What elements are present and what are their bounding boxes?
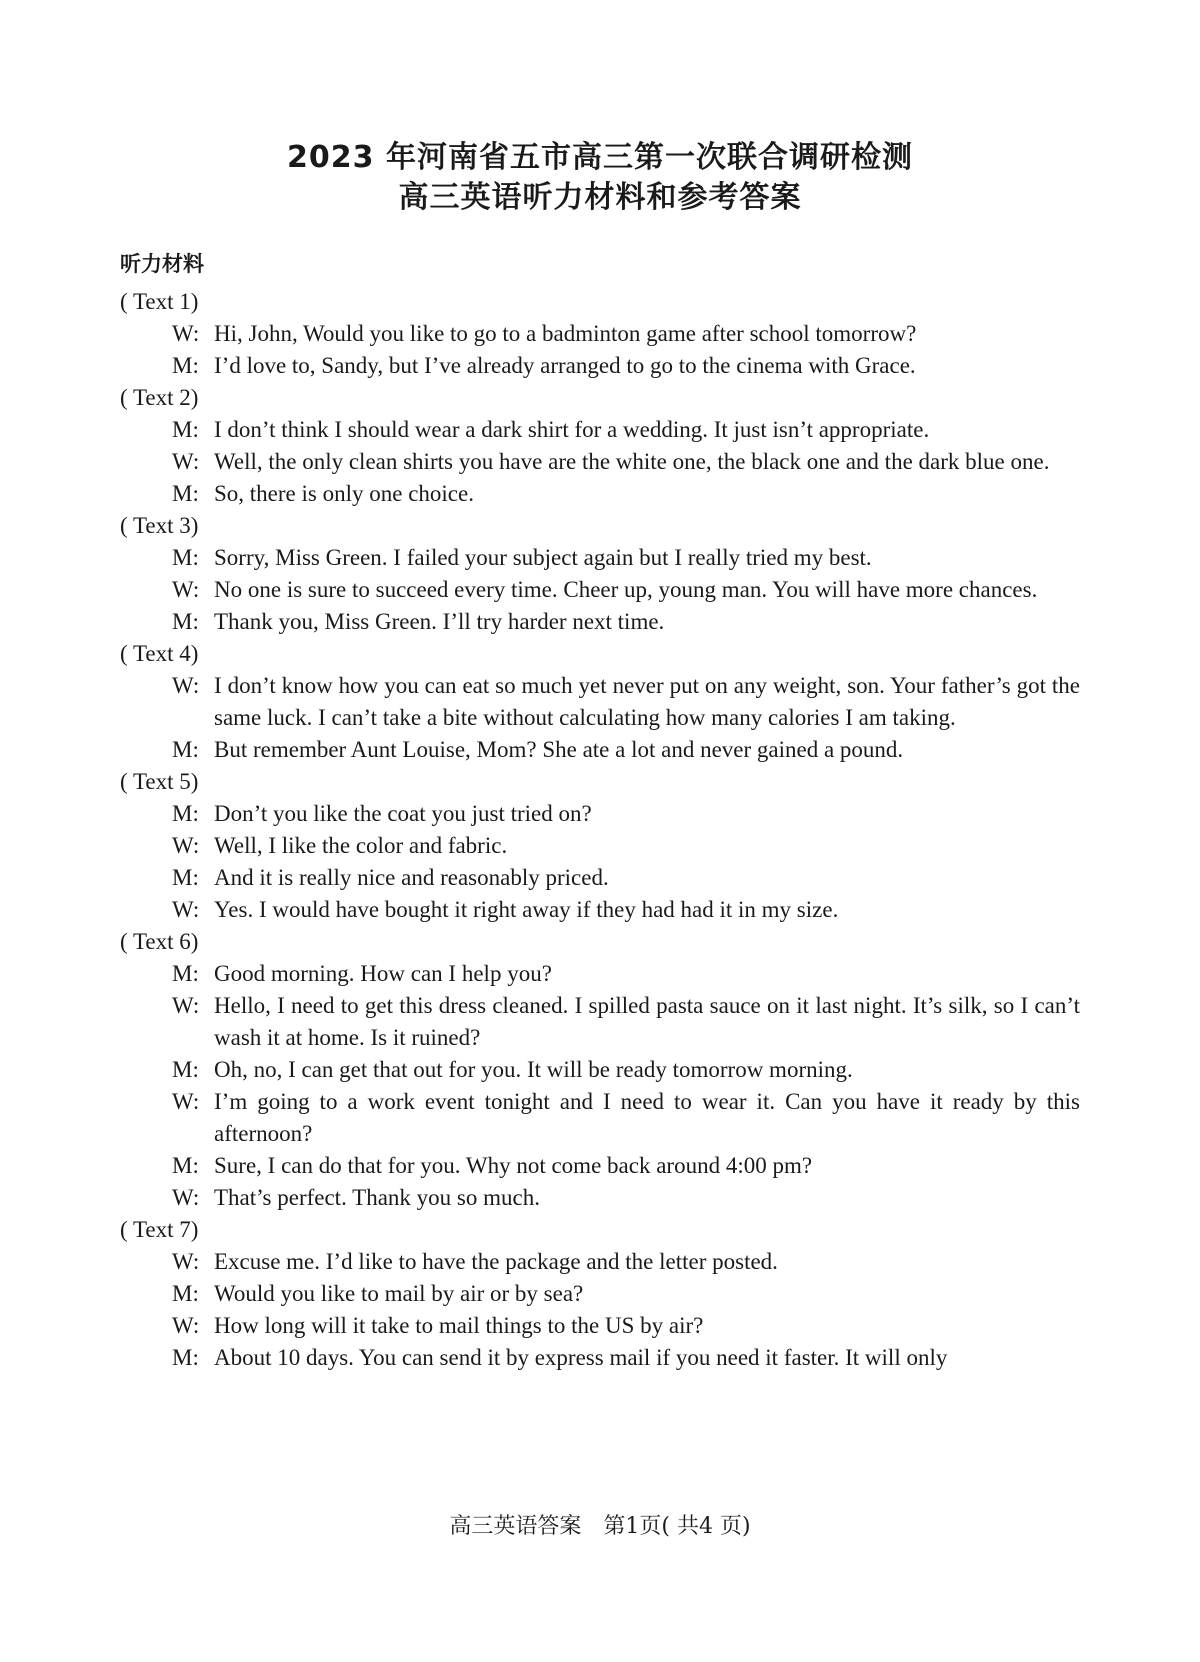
speech-text: Sorry, Miss Green. I failed your subject again but I really tried my best. — [214, 545, 872, 570]
speech-text: Thank you, Miss Green. I’ll try harder next time. — [214, 609, 665, 634]
speech-text: Hi, John, Would you like to go to a badminton game after school tomorrow? — [214, 321, 917, 346]
speaker-label: W: — [172, 321, 200, 346]
speaker-label: W: — [172, 897, 200, 922]
dialogue-turn — [120, 990, 1080, 1054]
speaker-label: W: — [172, 673, 200, 698]
dialogue-turn — [120, 318, 1080, 350]
speaker-label: M: — [172, 961, 199, 986]
text-label: ( Text 5) — [120, 769, 199, 794]
speaker-label: W: — [172, 577, 200, 602]
speaker-label: W: — [172, 1249, 200, 1274]
speaker-label: M: — [172, 417, 199, 442]
speech-text: Well, the only clean shirts you have are the white one, the black one and the dark blue one. — [214, 449, 1050, 474]
speech-text: Excuse me. I’d like to have the package and the letter posted. — [214, 1249, 778, 1274]
dialogue-turn — [120, 830, 1080, 862]
speech-text: I don’t think I should wear a dark shirt for a wedding. It just isn’t appropriate. — [214, 417, 930, 442]
speech-text: Sure, I can do that for you. Why not come back around 4:00 pm? — [214, 1153, 813, 1178]
speaker-label: M: — [172, 1345, 199, 1370]
speaker-label: M: — [172, 1153, 199, 1178]
text-label: ( Text 6) — [120, 929, 199, 954]
speech-text: No one is sure to succeed every time. Cheer up, young man. You will have more chances. — [214, 577, 1038, 602]
speaker-label: M: — [172, 545, 199, 570]
dialogue-turn — [120, 1054, 1080, 1086]
speaker-label: M: — [172, 801, 199, 826]
speaker-label: M: — [172, 609, 199, 634]
speaker-label: W: — [172, 993, 200, 1018]
dialogue-turn — [120, 1150, 1080, 1182]
speech-text: How long will it take to mail things to the US by air? — [214, 1313, 704, 1338]
speech-text: That’s perfect. Thank you so much. — [214, 1185, 540, 1210]
dialogue-turn — [120, 414, 1080, 446]
text-label: ( Text 7) — [120, 1217, 199, 1242]
speaker-label: M: — [172, 1057, 199, 1082]
dialogue-turn — [120, 862, 1080, 894]
speaker-label: W: — [172, 1313, 200, 1338]
section-heading: 听力材料 — [120, 252, 204, 276]
dialogue-turn — [120, 574, 1080, 606]
text-label: ( Text 3) — [120, 513, 199, 538]
speech-text: I’m going to a work event tonight and I need to wear it. Can you have it ready by this afternoon? — [214, 1089, 1080, 1146]
speech-text: Yes. I would have bought it right away if they had had it in my size. — [214, 897, 839, 922]
speaker-label: W: — [172, 1185, 200, 1210]
document-title: 2023 年河南省五市高三第一次联合调研检测 — [287, 140, 913, 175]
dialogue-turn — [120, 542, 1080, 574]
dialogue-turn — [120, 894, 1080, 926]
dialogue-turn — [120, 798, 1080, 830]
dialogue-turn — [120, 1278, 1080, 1310]
dialogue-turn — [120, 1342, 1080, 1374]
speech-text: About 10 days. You can send it by express mail if you need it faster. It will only — [214, 1345, 948, 1370]
dialogue-turn — [120, 734, 1080, 766]
speech-text: Don’t you like the coat you just tried on? — [214, 801, 592, 826]
speech-text: Hello, I need to get this dress cleaned. I spilled pasta sauce on it last night. It’s silk, so I can’t wash it at home. Is it ruined? — [214, 993, 1080, 1050]
text-label: ( Text 4) — [120, 641, 199, 666]
speech-text: Oh, no, I can get that out for you. It will be ready tomorrow morning. — [214, 1057, 853, 1082]
transcript-body — [120, 286, 1080, 1374]
speech-text: So, there is only one choice. — [214, 481, 474, 506]
speaker-label: M: — [172, 737, 199, 762]
dialogue-turn — [120, 1310, 1080, 1342]
speech-text: Would you like to mail by air or by sea? — [214, 1281, 584, 1306]
speech-text: Well, I like the color and fabric. — [214, 833, 508, 858]
speaker-label: M: — [172, 481, 199, 506]
speech-text: I’d love to, Sandy, but I’ve already arranged to go to the cinema with Grace. — [214, 353, 916, 378]
document-subtitle: 高三英语听力材料和参考答案 — [398, 180, 802, 215]
dialogue-turn — [120, 606, 1080, 638]
speaker-label: M: — [172, 353, 199, 378]
dialogue-turn — [120, 478, 1080, 510]
dialogue-turn — [120, 446, 1080, 478]
speaker-label: W: — [172, 449, 200, 474]
speaker-label: W: — [172, 1089, 200, 1114]
page-footer: 高三英语答案 第1页( 共4 页) — [449, 1514, 751, 1539]
dialogue-turn — [120, 670, 1080, 734]
dialogue-turn — [120, 1086, 1080, 1150]
speaker-label: M: — [172, 865, 199, 890]
speaker-label: W: — [172, 833, 200, 858]
text-label: ( Text 1) — [120, 289, 199, 314]
speech-text: Good morning. How can I help you? — [214, 961, 552, 986]
speech-text: I don’t know how you can eat so much yet never put on any weight, son. Your father’s got the same luck. I can’t take a bite without calculating how many calories I am taking. — [214, 673, 1080, 730]
dialogue-turn — [120, 958, 1080, 990]
speaker-label: M: — [172, 1281, 199, 1306]
dialogue-turn — [120, 350, 1080, 382]
text-label: ( Text 2) — [120, 385, 199, 410]
speech-text: But remember Aunt Louise, Mom? She ate a lot and never gained a pound. — [214, 737, 904, 762]
dialogue-turn — [120, 1182, 1080, 1214]
dialogue-turn — [120, 1246, 1080, 1278]
speech-text: And it is really nice and reasonably priced. — [214, 865, 609, 890]
